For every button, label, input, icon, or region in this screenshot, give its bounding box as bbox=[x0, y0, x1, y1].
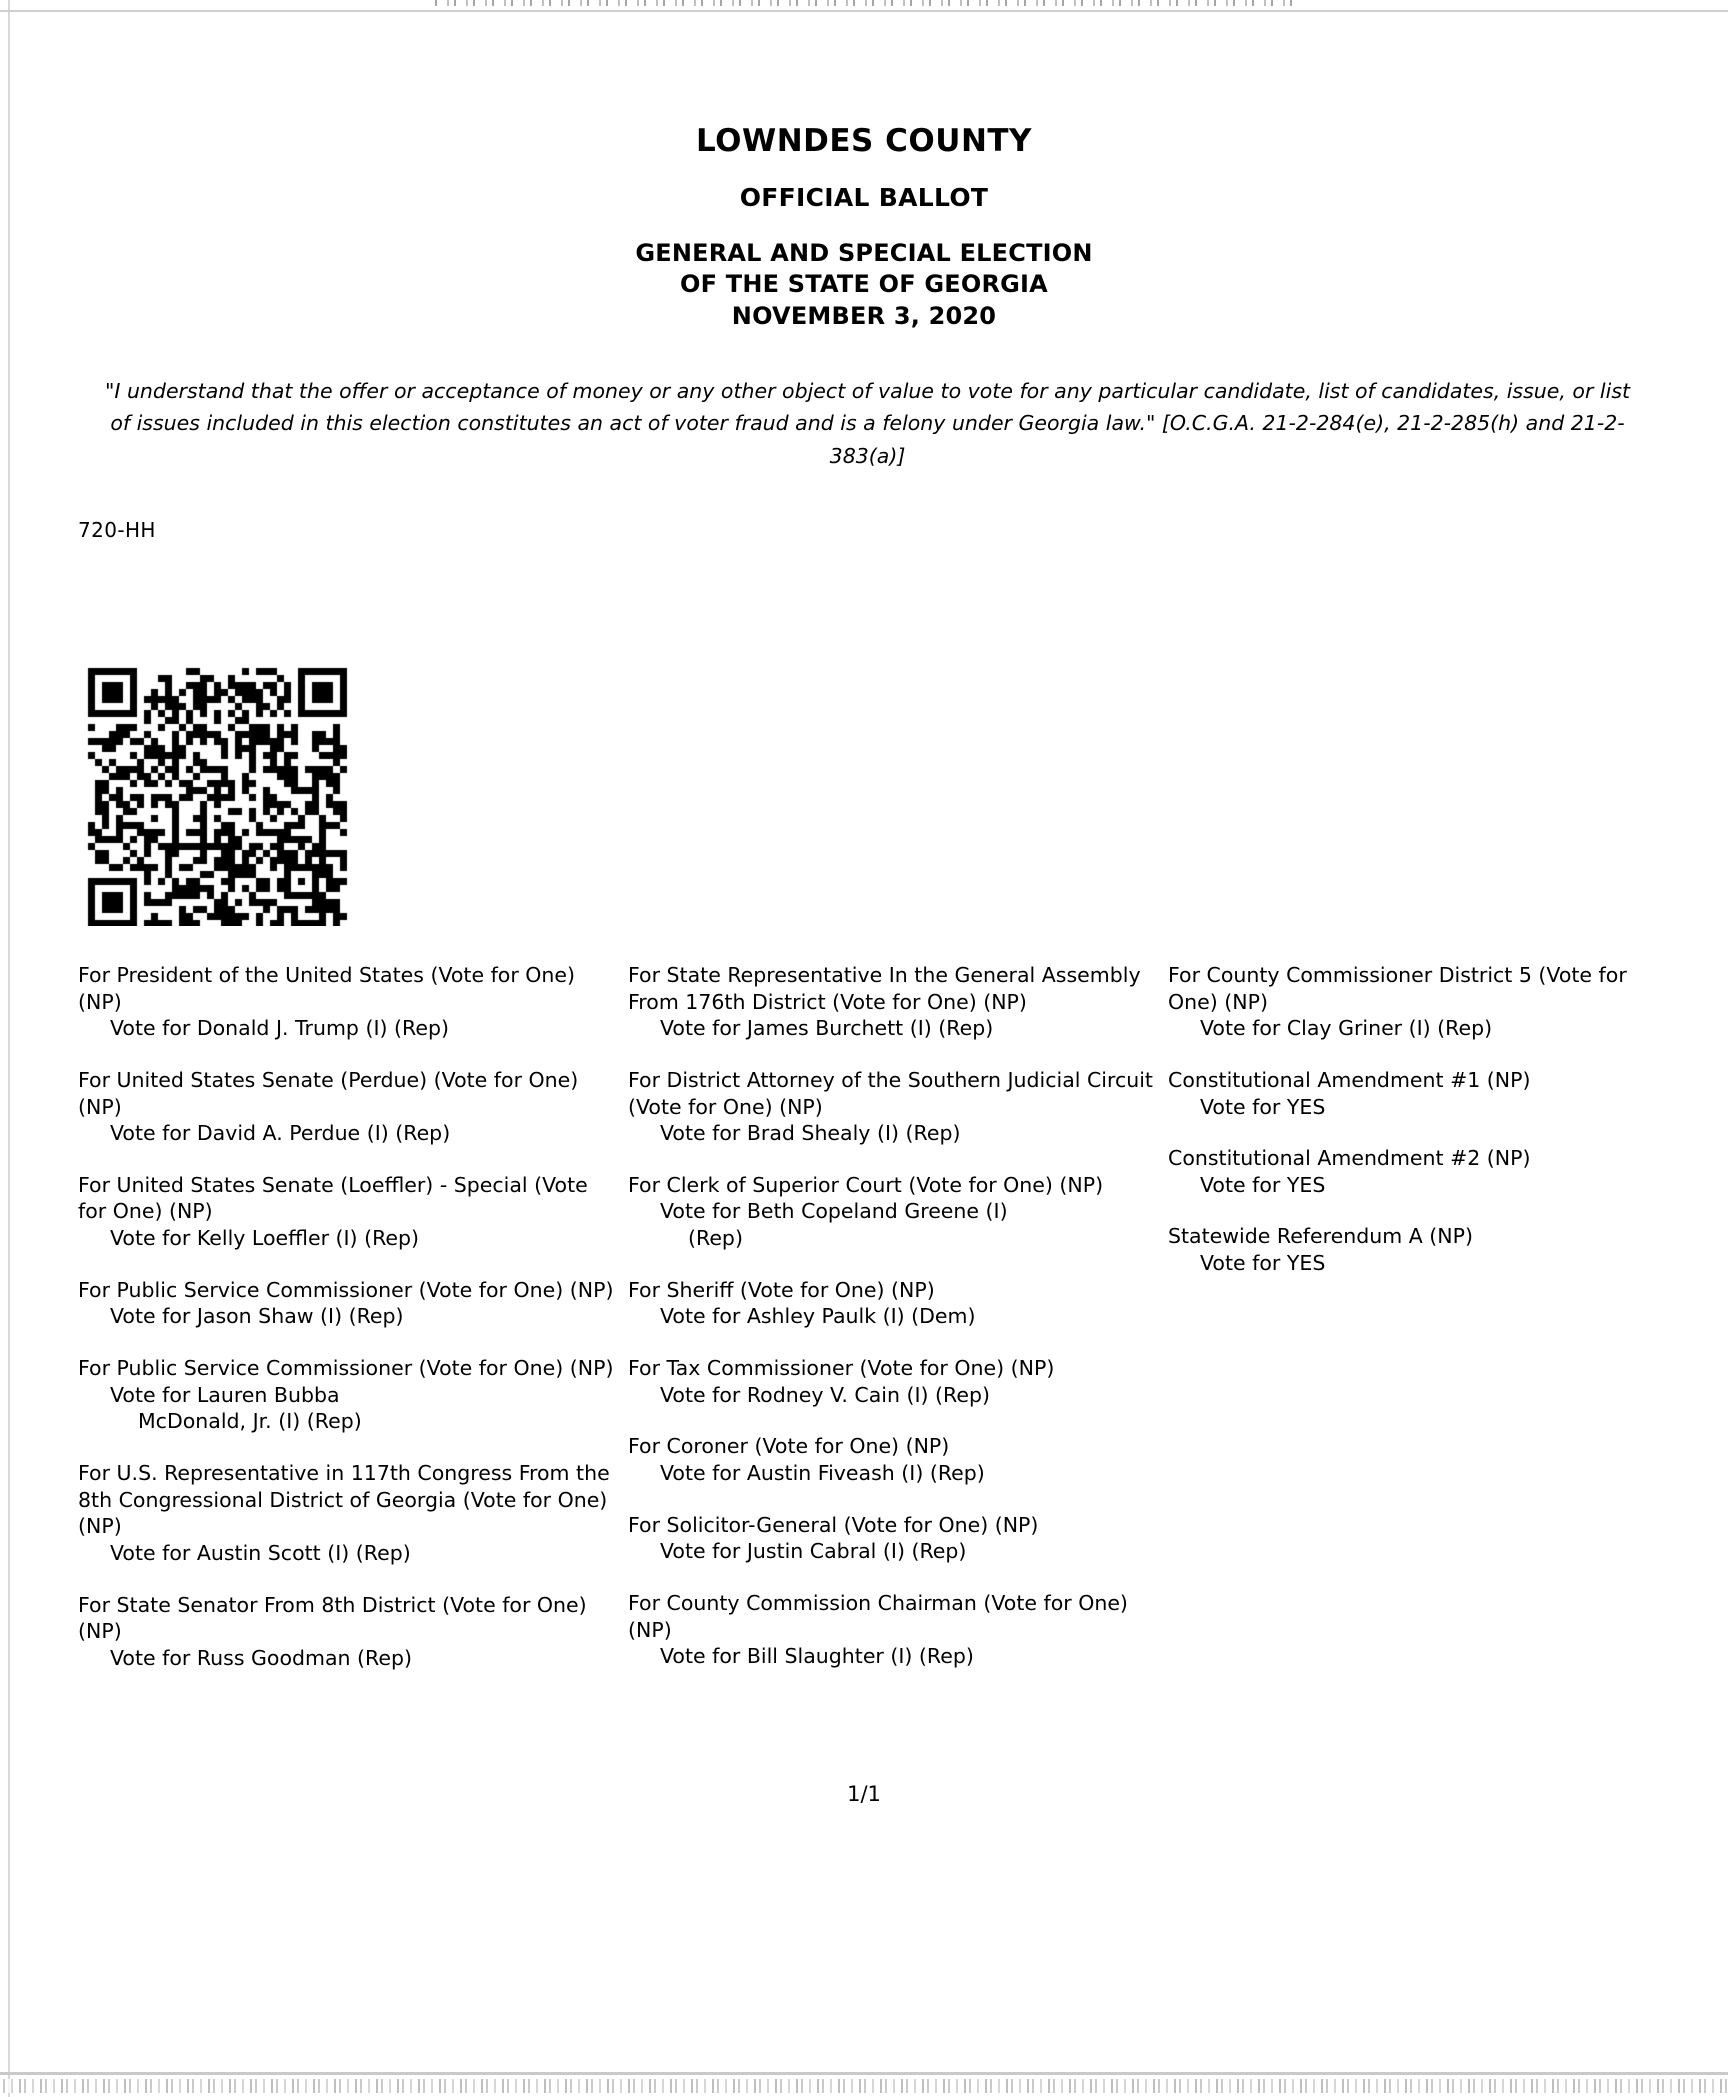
contest-choice bbox=[628, 1120, 1168, 1147]
contest-block bbox=[1168, 1145, 1658, 1198]
contest-choice bbox=[1168, 1172, 1658, 1199]
contest-column-3 bbox=[1168, 962, 1658, 1302]
contest-choice bbox=[78, 1303, 618, 1330]
contest-title: For Clerk of Superior Court (Vote for One) (NP) bbox=[628, 1172, 1104, 1197]
contest-block bbox=[78, 962, 618, 1042]
ballot-header bbox=[0, 122, 1728, 333]
contest-block bbox=[1168, 1223, 1658, 1276]
contest-choice-text: Vote for Austin Fiveash (I) (Rep) bbox=[660, 1460, 985, 1485]
contest-title: For Public Service Commissioner (Vote for One) (NP) bbox=[78, 1356, 614, 1381]
contest-choice-text: Vote for Rodney V. Cain (I) (Rep) bbox=[660, 1382, 990, 1407]
contest-block bbox=[628, 962, 1168, 1042]
contest-choice-text: Vote for Beth Copeland Greene (I) bbox=[660, 1199, 1008, 1224]
contest-choice bbox=[78, 1015, 618, 1042]
scan-noise-top bbox=[430, 0, 1300, 6]
contest-title: Statewide Referendum A (NP) bbox=[1168, 1224, 1473, 1249]
contest-title: For Public Service Commissioner (Vote for One) (NP) bbox=[78, 1277, 614, 1302]
contest-block bbox=[78, 1460, 618, 1567]
contest-choice bbox=[78, 1120, 618, 1147]
contest-block bbox=[628, 1590, 1168, 1670]
contest-choice bbox=[78, 1382, 618, 1435]
contest-block bbox=[78, 1277, 618, 1330]
contest-title: For District Attorney of the Southern Judicial Circuit (Vote for One) (NP) bbox=[628, 1067, 1153, 1119]
contest-title: For County Commission Chairman (Vote for One) (NP) bbox=[628, 1590, 1128, 1642]
contest-title: For Sheriff (Vote for One) (NP) bbox=[628, 1277, 935, 1302]
contest-choice-continuation: McDonald, Jr. (I) (Rep) bbox=[138, 1409, 362, 1434]
election-title-line1: GENERAL AND SPECIAL ELECTION bbox=[635, 238, 1093, 267]
contest-column-1 bbox=[78, 962, 618, 1696]
contest-choice bbox=[628, 1460, 1168, 1487]
ballot-style-code: 720-HH bbox=[78, 518, 156, 542]
contest-choice-text: Vote for Jason Shaw (I) (Rep) bbox=[110, 1304, 404, 1329]
contest-title: For United States Senate (Perdue) (Vote for One) (NP) bbox=[78, 1067, 579, 1119]
contest-block bbox=[78, 1067, 618, 1147]
contest-title: For President of the United States (Vote for One) (NP) bbox=[78, 963, 576, 1014]
contest-choice-text: Vote for Ashley Paulk (I) (Dem) bbox=[660, 1304, 976, 1329]
contest-choice bbox=[628, 1015, 1168, 1042]
contest-choice bbox=[628, 1538, 1168, 1565]
contest-choice-text: Vote for YES bbox=[1200, 1094, 1326, 1119]
contest-choice-text: Vote for Bill Slaughter (I) (Rep) bbox=[660, 1644, 974, 1669]
contest-choice bbox=[1168, 1250, 1658, 1277]
official-ballot-label: OFFICIAL BALLOT bbox=[739, 182, 989, 212]
contest-choice bbox=[628, 1643, 1168, 1670]
contest-choice bbox=[78, 1540, 618, 1567]
contest-block bbox=[78, 1592, 618, 1672]
contest-choice bbox=[78, 1645, 618, 1672]
contest-block bbox=[78, 1172, 618, 1252]
contest-choice-text: Vote for Lauren Bubba bbox=[110, 1382, 340, 1407]
contest-choice-text: Vote for Brad Shealy (I) (Rep) bbox=[660, 1121, 961, 1146]
ballot-qr-code bbox=[84, 664, 362, 926]
contest-choice-text: Vote for YES bbox=[1200, 1172, 1326, 1197]
contest-block bbox=[628, 1067, 1168, 1147]
contest-choice-text: Vote for YES bbox=[1200, 1251, 1326, 1276]
contest-title: For Coroner (Vote for One) (NP) bbox=[628, 1434, 950, 1459]
contest-title: Constitutional Amendment #1 (NP) bbox=[1168, 1067, 1531, 1092]
contest-choice bbox=[1168, 1015, 1658, 1042]
contest-choice-text: Vote for Russ Goodman (Rep) bbox=[110, 1645, 413, 1670]
page-number: 1/1 bbox=[847, 1782, 881, 1806]
contest-title: For United States Senate (Loeffler) - Special (Vote for One) (NP) bbox=[78, 1172, 588, 1224]
contest-choice-text: Vote for James Burchett (I) (Rep) bbox=[660, 1016, 994, 1041]
contest-choice bbox=[78, 1225, 618, 1252]
contest-block bbox=[628, 1512, 1168, 1565]
contest-choice bbox=[1168, 1094, 1658, 1121]
contest-title: For U.S. Representative in 117th Congress From the 8th Congressional District of Georgia (Vote for One) (NP) bbox=[78, 1460, 610, 1539]
scan-noise-bottom bbox=[0, 2079, 1728, 2093]
contest-block bbox=[628, 1355, 1168, 1408]
contest-title: For Tax Commissioner (Vote for One) (NP) bbox=[628, 1356, 1055, 1381]
contest-block bbox=[78, 1355, 618, 1435]
contest-title: Constitutional Amendment #2 (NP) bbox=[1168, 1146, 1531, 1171]
election-title-line2: OF THE STATE OF GEORGIA bbox=[680, 270, 1048, 299]
contest-choice-text: Vote for David A. Perdue (I) (Rep) bbox=[110, 1121, 451, 1146]
contest-block bbox=[628, 1172, 1168, 1252]
contest-choice-text: Vote for Clay Griner (I) (Rep) bbox=[1200, 1016, 1493, 1041]
contest-choice-continuation: (Rep) bbox=[688, 1226, 743, 1251]
contest-title: For State Senator From 8th District (Vote for One) (NP) bbox=[78, 1592, 587, 1644]
contest-choice-text: Vote for Austin Scott (I) (Rep) bbox=[110, 1540, 411, 1565]
contest-title: For Solicitor-General (Vote for One) (NP) bbox=[628, 1512, 1039, 1537]
scan-edge-top bbox=[0, 10, 1728, 12]
contest-column-2 bbox=[628, 962, 1168, 1695]
contest-block bbox=[1168, 1067, 1658, 1120]
contest-choice bbox=[628, 1198, 1168, 1251]
contest-title: For State Representative In the General Assembly From 176th District (Vote for One) (NP) bbox=[628, 963, 1141, 1014]
contest-choice-text: Vote for Kelly Loeffler (I) (Rep) bbox=[110, 1226, 420, 1251]
county-title: LOWNDES COUNTY bbox=[696, 123, 1032, 159]
contest-block bbox=[1168, 962, 1658, 1042]
voter-oath-text: "I understand that the offer or acceptance of money or any other object of value to vote for any particular candidate, list of candidates, issue, or list of issues included in this election constitutes an act of voter fraud and is a felony under Georgia law." [O.C.G.A. 21-2-284(e), 21-2-285(h) and 21-2-383(a)] bbox=[104, 379, 1631, 468]
contest-title: For County Commissioner District 5 (Vote for One) (NP) bbox=[1168, 963, 1627, 1014]
contest-choice bbox=[628, 1303, 1168, 1330]
contest-choice-text: Vote for Donald J. Trump (I) (Rep) bbox=[110, 1016, 449, 1041]
election-title bbox=[0, 238, 1728, 333]
contest-choice bbox=[628, 1382, 1168, 1409]
election-date: NOVEMBER 3, 2020 bbox=[731, 302, 997, 331]
contest-choice-text: Vote for Justin Cabral (I) (Rep) bbox=[660, 1539, 967, 1564]
scan-edge-bottom bbox=[0, 2072, 1728, 2075]
contest-block bbox=[628, 1433, 1168, 1486]
contest-block bbox=[628, 1277, 1168, 1330]
